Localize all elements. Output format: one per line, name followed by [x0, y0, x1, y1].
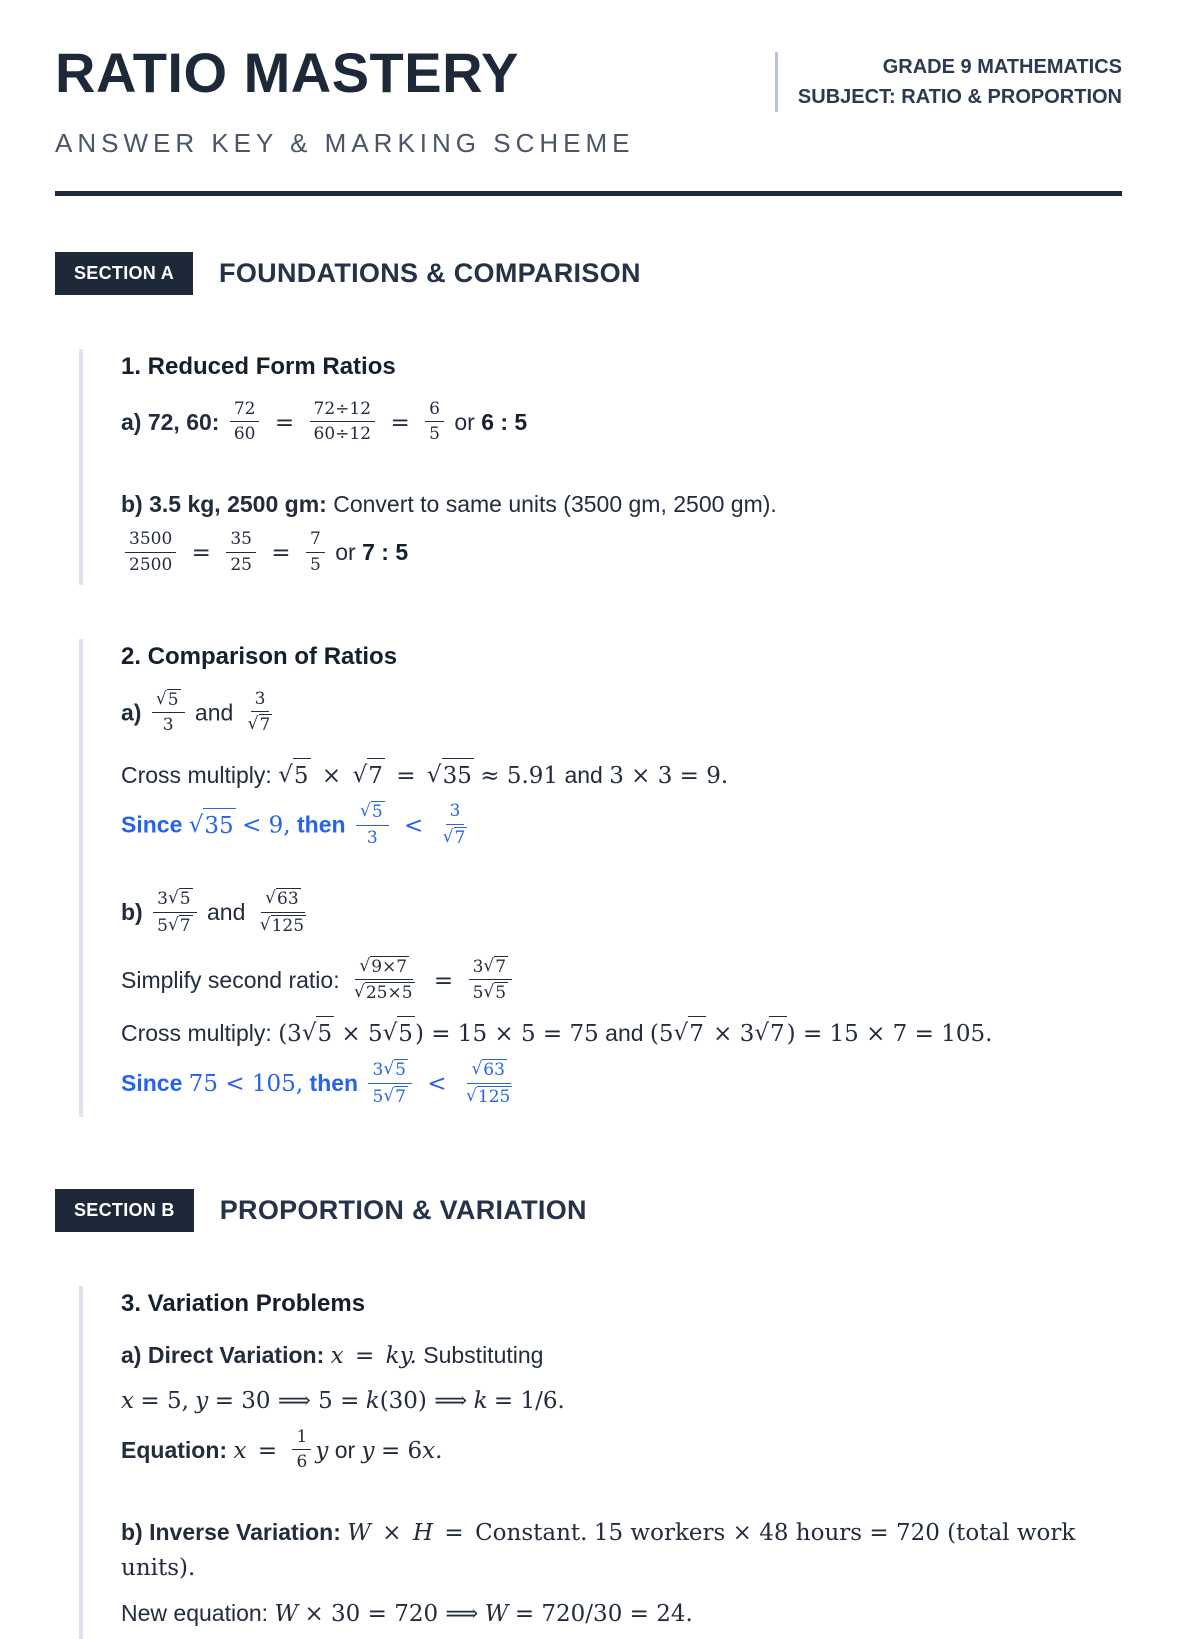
equals-sign: = — [390, 409, 410, 436]
q2a-conclusion — [121, 803, 1122, 850]
square-root — [248, 714, 273, 735]
square-root — [278, 763, 310, 789]
paren-term: × 5 — [341, 1020, 383, 1047]
q1b-answer: 7 : 5 — [362, 539, 409, 566]
radical-icon: √ — [352, 761, 368, 788]
radical-icon: √ — [167, 888, 179, 909]
equals-sign: = — [396, 762, 416, 789]
radical-icon: √ — [188, 811, 204, 838]
radical-icon: √ — [383, 1085, 395, 1106]
radicand: 7 — [395, 1086, 406, 1107]
math-var: W — [347, 1519, 371, 1546]
equals-sign: = — [271, 540, 291, 567]
radical-icon: √ — [442, 826, 454, 847]
radicand: 5 — [395, 1060, 406, 1081]
fraction — [226, 529, 256, 575]
coefficient: 5 — [372, 1086, 384, 1107]
fraction — [462, 1059, 516, 1107]
radical-icon: √ — [278, 761, 293, 788]
section-a-badge: SECTION A — [55, 252, 193, 295]
q3a-line — [121, 1338, 1122, 1374]
page-subtitle: ANSWER KEY & MARKING SCHEME — [55, 128, 635, 158]
q2b-cross-line — [121, 1016, 1122, 1052]
denominator: 5 — [429, 424, 440, 445]
radicand: 7 — [259, 715, 271, 736]
since-word: Since — [121, 811, 183, 838]
fraction — [350, 956, 419, 1004]
numerator: 72÷12 — [310, 399, 376, 422]
coefficient: 5 — [157, 915, 168, 936]
q2b-label: b) — [121, 899, 143, 926]
fraction — [152, 689, 185, 736]
numerator: 3 — [446, 801, 465, 824]
fraction — [439, 801, 472, 848]
question-2-title: 2. Comparison of Ratios — [121, 643, 398, 671]
q3b-line — [121, 1515, 1122, 1586]
math-var: x — [121, 1388, 134, 1415]
radical-icon: √ — [259, 914, 271, 935]
radicand: 125 — [271, 915, 305, 936]
square-root — [260, 915, 306, 936]
denominator — [153, 913, 197, 936]
square-root — [674, 1021, 706, 1047]
and-text: and — [564, 761, 603, 788]
numerator — [153, 888, 197, 912]
q1b-text: Convert to same units (3500 gm, 2500 gm). — [333, 490, 777, 517]
approx-value: ≈ 5.91 — [480, 762, 559, 789]
square-root — [189, 813, 236, 839]
radicand: 7 — [769, 1016, 787, 1052]
coefficient: 3 — [372, 1060, 384, 1081]
denominator: 6 — [296, 1452, 308, 1473]
denominator — [244, 712, 277, 735]
radicand: 7 — [688, 1016, 706, 1052]
square-root — [483, 956, 508, 977]
radicand: 5 — [495, 983, 507, 1004]
fraction — [230, 399, 260, 445]
math-text: × 30 = 720 ⟹ — [304, 1600, 479, 1627]
numerator — [261, 888, 304, 912]
radical-icon: √ — [359, 801, 371, 822]
numerator: 7 — [306, 529, 325, 552]
fraction — [310, 399, 376, 445]
fraction — [153, 888, 197, 936]
and-text: and — [207, 899, 246, 926]
question-2 — [79, 639, 1122, 1117]
math-var: y — [195, 1388, 209, 1415]
square-root — [383, 1021, 415, 1047]
and-text: and — [194, 699, 234, 726]
radicand: 35 — [203, 808, 235, 844]
denominator: 60÷12 — [313, 424, 372, 445]
square-root — [427, 763, 474, 789]
fraction — [125, 529, 176, 575]
q3a-equation-line — [121, 1426, 1122, 1475]
numerator — [355, 956, 413, 980]
square-root — [265, 888, 300, 909]
numerator — [368, 1059, 412, 1083]
radicand: 7 — [454, 827, 466, 848]
numerator: 1 — [292, 1427, 311, 1450]
radical-icon: √ — [383, 1059, 395, 1080]
q1a-label: a) 72, 60: — [121, 408, 220, 435]
math-text: (30) ⟹ — [379, 1388, 468, 1415]
question-3-title: 3. Variation Problems — [121, 1289, 366, 1317]
radical-icon: √ — [265, 888, 277, 909]
square-root — [483, 982, 508, 1003]
denominator — [350, 980, 419, 1003]
math-text: = 6 — [380, 1437, 423, 1464]
radical-icon: √ — [483, 955, 495, 976]
math-text — [278, 1021, 599, 1047]
radicand: 5 — [371, 802, 383, 823]
radical-icon: √ — [155, 689, 167, 710]
radicand: 5 — [293, 758, 311, 794]
times-sign: × — [382, 1519, 402, 1546]
radicand: 63 — [483, 1060, 505, 1081]
math-var: x — [233, 1437, 247, 1464]
fraction — [356, 801, 389, 848]
math-var: W — [274, 1600, 299, 1627]
paren-term: (5 — [649, 1020, 674, 1047]
square-root — [443, 827, 468, 848]
q2a-cross-line — [121, 758, 1122, 794]
denominator — [256, 913, 310, 936]
question-1-title: 1. Reduced Form Ratios — [121, 353, 396, 380]
coefficient: 3 — [472, 956, 484, 977]
radical-icon: √ — [301, 1019, 317, 1046]
grade-text: GRADE 9 MATHEMATICS — [882, 56, 1122, 78]
q3b-label: b) Inverse Variation: — [121, 1518, 341, 1545]
square-root — [353, 763, 385, 789]
radicand: 25×5 — [365, 983, 413, 1004]
square-root — [466, 1086, 512, 1107]
fraction — [292, 1427, 311, 1473]
or-text: or — [335, 539, 356, 566]
radicand: 5 — [167, 690, 179, 711]
radicand: 7 — [179, 915, 191, 936]
q2a-label: a) — [121, 699, 142, 726]
header-meta — [775, 52, 1122, 112]
times-sign: × — [321, 762, 342, 789]
paren-term: × 3 — [713, 1020, 755, 1047]
section-a-title: FOUNDATIONS & COMPARISON — [219, 258, 641, 288]
q1b-working — [121, 531, 1122, 577]
q2b-conclusion — [121, 1061, 1122, 1109]
cross-multiply-label: Cross multiply: — [121, 761, 272, 788]
denominator — [469, 980, 513, 1003]
question-1 — [79, 349, 1122, 585]
math-var: x — [330, 1342, 344, 1369]
equals-sign: = — [257, 1437, 278, 1464]
math-text: = 1/6. — [493, 1388, 565, 1415]
fraction — [469, 956, 513, 1004]
q1b-line — [121, 487, 1122, 522]
numerator: 3500 — [125, 529, 176, 552]
math-text — [650, 1021, 993, 1047]
comparison-text: 75 < 105, — [188, 1071, 304, 1098]
numerator: 6 — [425, 399, 444, 422]
new-equation-label: New equation: — [121, 1599, 269, 1626]
radicand: 7 — [495, 956, 507, 977]
then-word: then — [297, 811, 346, 838]
equals-sign: = — [444, 1519, 464, 1546]
simplify-label: Simplify second ratio: — [121, 966, 340, 993]
q3b-working — [121, 1596, 1122, 1632]
square-root — [302, 1021, 334, 1047]
radical-icon: √ — [167, 914, 179, 935]
radicand: 5 — [316, 1016, 334, 1052]
cross-multiply-label: Cross multiply: — [121, 1019, 272, 1046]
coefficient: 3 — [157, 889, 168, 910]
square-root — [471, 1059, 506, 1080]
radical-icon: √ — [673, 1019, 689, 1046]
square-root — [156, 689, 181, 710]
math-var: ky. — [385, 1342, 417, 1369]
header-divider — [775, 52, 778, 112]
radical-icon: √ — [471, 1059, 483, 1080]
equals-sign: = — [191, 540, 211, 567]
math-var: y — [361, 1437, 375, 1464]
numerator: 35 — [226, 529, 256, 552]
q3a-text: Substituting — [423, 1341, 544, 1368]
fraction — [256, 888, 310, 936]
then-word: then — [309, 1070, 359, 1097]
section-a-header — [55, 252, 1122, 295]
numerator — [356, 801, 389, 825]
numerator: 72 — [230, 399, 260, 422]
q2a-line — [121, 691, 1122, 738]
radical-icon: √ — [483, 982, 495, 1003]
denominator: 3 — [366, 827, 378, 848]
denominator — [368, 1084, 412, 1107]
equals-sign: = — [274, 409, 295, 436]
square-root — [359, 956, 409, 977]
numerator: 3 — [251, 689, 270, 712]
q2b-simplify-line — [121, 955, 1122, 1006]
equals-sign: = — [355, 1342, 375, 1369]
q1a-answer: 6 : 5 — [481, 408, 528, 435]
less-than-sign: < — [427, 1071, 447, 1098]
square-root — [168, 888, 193, 909]
paren-term: (3 — [278, 1020, 302, 1047]
radicand: 5 — [179, 889, 191, 910]
radicand: 5 — [397, 1016, 415, 1052]
coefficient: 5 — [472, 983, 484, 1004]
header — [55, 41, 1122, 196]
math-text: 15 workers × 48 hours = 720 (total work units). — [121, 1519, 1076, 1582]
denominator — [439, 825, 472, 848]
square-root — [383, 1059, 408, 1080]
section-b-badge: SECTION B — [55, 1189, 194, 1232]
math-text: = 720/30 = 24. — [514, 1600, 693, 1627]
math-text: = 30 ⟹ 5 = — [214, 1388, 360, 1415]
header-rule — [55, 191, 1122, 196]
numerator — [152, 689, 185, 713]
radicand: 125 — [477, 1086, 511, 1107]
since-word: Since — [121, 1070, 183, 1097]
square-root — [754, 1021, 786, 1047]
radical-icon: √ — [353, 982, 365, 1003]
math-text: 3 × 3 = 9. — [609, 762, 729, 789]
fraction — [244, 689, 277, 736]
denominator — [462, 1084, 516, 1107]
math-text: = 5, — [140, 1388, 189, 1415]
less-than-sign: < — [404, 812, 424, 839]
denominator: 60 — [233, 424, 256, 445]
q2b-line — [121, 890, 1122, 938]
fraction — [425, 399, 444, 445]
q1a-line — [121, 401, 1122, 447]
radical-icon: √ — [754, 1019, 770, 1046]
equals-sign: = — [433, 967, 454, 994]
math-var: H — [412, 1519, 434, 1546]
radicand: 35 — [442, 758, 474, 794]
math-var: y — [315, 1437, 329, 1464]
math-text: Constant. — [475, 1519, 588, 1546]
and-text: and — [605, 1019, 644, 1046]
square-root — [354, 982, 415, 1003]
q3a-working — [121, 1383, 1122, 1419]
radical-icon: √ — [466, 1085, 477, 1106]
radicand: 9×7 — [371, 956, 408, 977]
radicand: 63 — [277, 889, 299, 910]
section-b-header — [55, 1189, 1122, 1232]
q1b-label: b) 3.5 kg, 2500 gm: — [121, 490, 327, 517]
denominator: 3 — [162, 715, 174, 736]
square-root — [360, 801, 385, 822]
math-var: k — [365, 1388, 380, 1415]
radical-icon: √ — [247, 714, 259, 735]
equation-label: Equation: — [121, 1436, 228, 1463]
radicand: 7 — [367, 758, 385, 794]
question-3 — [79, 1286, 1122, 1639]
paren-term: ) = 15 × 7 = 105. — [786, 1020, 993, 1047]
math-var: W — [484, 1600, 509, 1627]
or-text: or — [454, 408, 475, 435]
section-b-title: PROPORTION & VARIATION — [219, 1194, 587, 1225]
paren-term: ) = 15 × 5 = 75 — [414, 1020, 599, 1047]
fraction — [368, 1059, 412, 1107]
or-text: or — [334, 1436, 356, 1463]
numerator — [469, 956, 513, 980]
page-title: RATIO MASTERY — [55, 41, 519, 104]
square-root — [383, 1086, 408, 1107]
math-var: x. — [422, 1437, 443, 1464]
q3a-label: a) Direct Variation: — [121, 1341, 325, 1368]
radical-icon: √ — [426, 761, 442, 788]
radical-icon: √ — [359, 955, 371, 976]
subject-text: SUBJECT: RATIO & PROPORTION — [797, 86, 1122, 108]
radical-icon: √ — [382, 1019, 398, 1046]
denominator: 25 — [230, 554, 252, 575]
numerator — [467, 1059, 510, 1083]
math-var: k — [473, 1388, 488, 1415]
denominator: 5 — [310, 554, 321, 575]
denominator: 2500 — [129, 554, 173, 575]
comparison-text: < 9, — [242, 812, 291, 839]
square-root — [168, 915, 193, 936]
fraction — [306, 529, 325, 575]
